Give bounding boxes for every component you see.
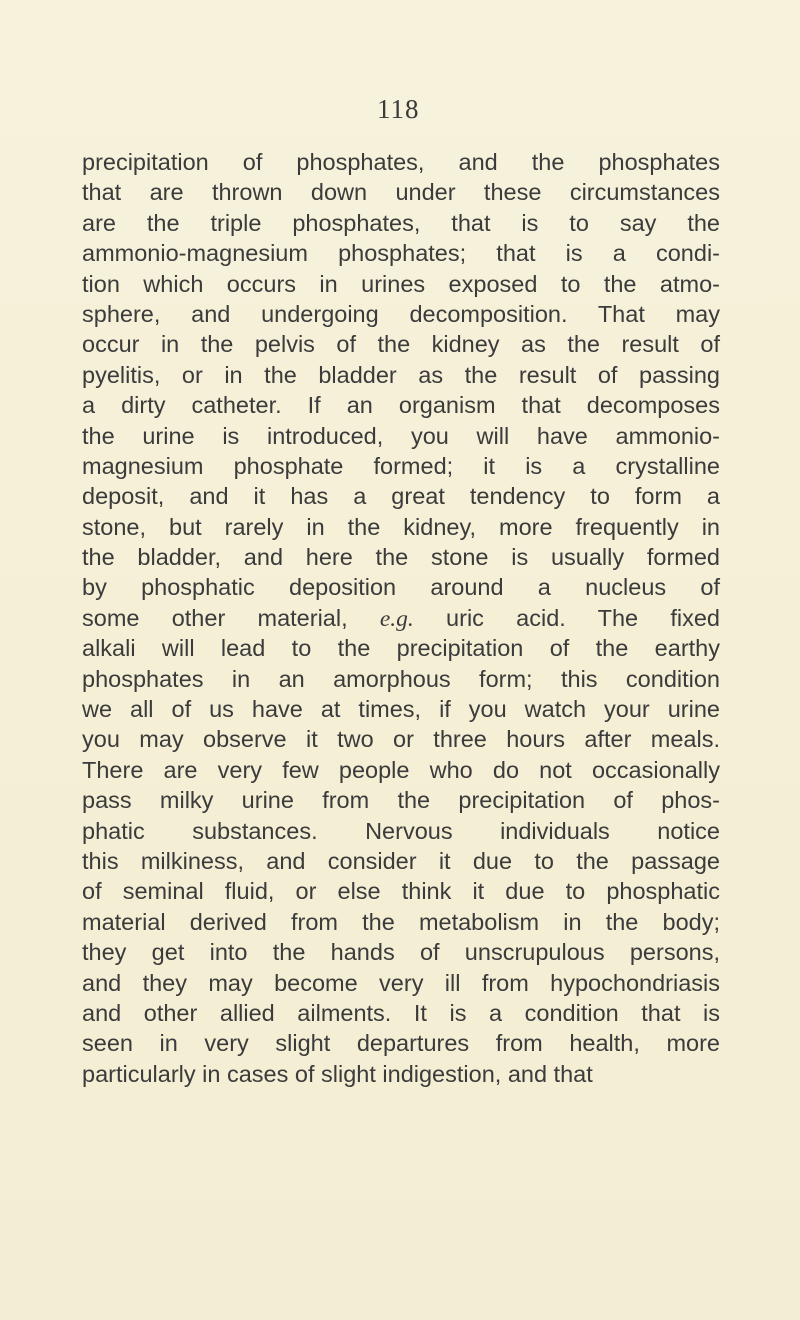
text-line: by phosphatic deposition around a nucleus of [82,574,720,601]
text-line: sphere, and undergoing decomposition. That may [82,300,720,327]
text-line: material derived from the metabolism in the body; [82,908,720,935]
text-line: the bladder, and here the stone is usually formed [82,544,720,571]
text-line: stone, but rarely in the kidney, more frequently in [82,513,720,540]
text-line: pass milky urine from the precipitation of phos- [82,787,720,814]
text-line: a dirty catheter. If an organism that decomposes [82,392,720,419]
text-line: and other allied ailments. It is a condition that is [82,999,720,1026]
text-line: occur in the pelvis of the kidney as the result of [82,331,720,358]
text-line-with-italic [82,603,720,633]
text-line: deposit, and it has a great tendency to form a [82,483,720,510]
text-line: ammonio-magnesium phosphates; that is a condi- [82,240,720,267]
text-line: this milkiness, and consider it due to the passage [82,847,720,874]
text-line: you may observe it two or three hours after meals. [82,726,720,753]
text-run: some other material, [82,604,380,631]
italic-abbreviation: e.g. [379,605,414,632]
text-line: we all of us have at times, if you watch your urine [82,696,720,723]
text-line: particularly in cases of slight indigestion, and that [82,1060,593,1087]
text-line: tion which occurs in urines exposed to the atmo- [82,270,720,297]
text-line: they get into the hands of unscrupulous persons, [82,939,720,966]
text-line: phosphates in an amorphous form; this condition [82,665,720,692]
body-text [82,147,720,1089]
page-number: 118 [377,94,420,124]
text-line: magnesium phosphate formed; it is a crystalline [82,452,720,479]
text-line: the urine is introduced, you will have ammonio- [82,422,720,449]
text-line: precipitation of phosphates, and the phosphates [82,149,720,175]
text-line: alkali will lead to the precipitation of the earthy [82,635,720,662]
text-line: There are very few people who do not occasionally [82,756,720,783]
text-line: pyelitis, or in the bladder as the result of passing [82,361,720,388]
text-line: and they may become very ill from hypochondriasis [82,969,720,996]
text-line: are the triple phosphates, that is to say the [82,209,720,236]
text-line: seen in very slight departures from health, more [82,1030,720,1057]
text-run: uric acid. The fixed [413,604,720,631]
text-line: phatic substances. Nervous individuals notice [82,817,720,844]
text-line: of seminal fluid, or else think it due to phosphatic [82,878,720,905]
text-line: that are thrown down under these circumstances [82,179,720,206]
